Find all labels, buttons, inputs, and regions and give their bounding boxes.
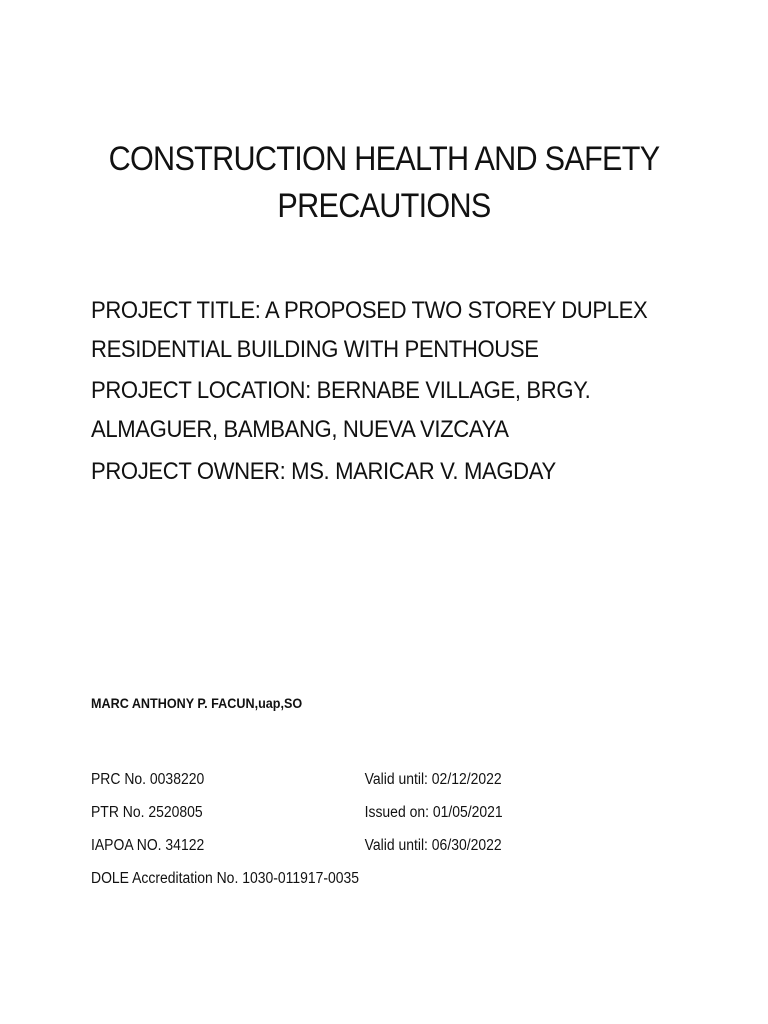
prc-number: PRC No. 0038220 [91,771,205,788]
document-title-line-2: PRECAUTIONS [277,187,491,225]
project-location [91,371,680,449]
ptr-number: PTR No. 2520805 [91,804,203,821]
ptr-issued-date: Issued on: 01/05/2021 [364,804,503,821]
project-owner: PROJECT OWNER: MS. MARICAR V. MAGDAY [91,458,556,485]
project-title-line-1: PROJECT TITLE: A PROPOSED TWO STOREY DUPLEX [91,297,648,324]
project-title [91,291,680,369]
iapoa-number: IAPOA NO. 34122 [91,837,205,854]
project-location-line-1: PROJECT LOCATION: BERNABE VILLAGE, BRGY. [91,377,591,404]
project-title-line-2: RESIDENTIAL BUILDING WITH PENTHOUSE [91,336,539,363]
signatory-name: MARC ANTHONY P. FACUN,uap,SO [91,695,303,711]
project-location-line-2: ALMAGUER, BAMBANG, NUEVA VIZCAYA [91,416,509,443]
iapoa-validity: Valid until: 06/30/2022 [364,837,502,854]
document-title-line-1: CONSTRUCTION HEALTH AND SAFETY [108,140,660,178]
dole-accreditation-text: DOLE Accreditation No. 1030-011917-0035 [91,870,360,887]
document-title [92,136,675,230]
prc-validity: Valid until: 02/12/2022 [364,771,502,788]
